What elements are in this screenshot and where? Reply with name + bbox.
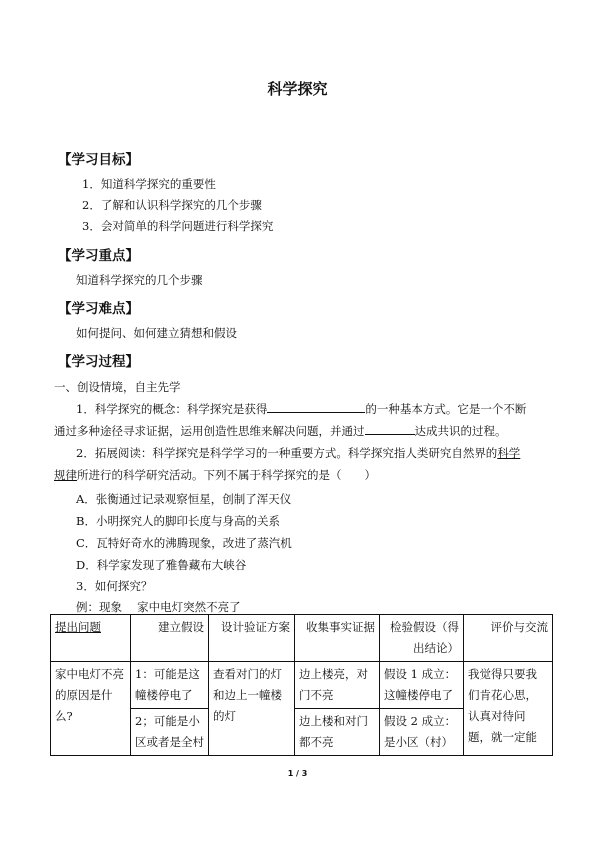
cell-hypotheses xyxy=(131,662,209,756)
difficulty-text: 如何提问、如何建立猜想和假设 xyxy=(76,326,237,340)
goal-item-2: 2．了解和认识科学探究的几个步骤 xyxy=(82,198,262,212)
page-title: 科学探究 xyxy=(267,80,328,98)
cell-question: 家中电灯不亮的原因是什么? xyxy=(51,662,131,756)
example-line: 例：现象 家中电灯突然不亮了 xyxy=(76,600,241,614)
section-heading-process: 【学习过程】 xyxy=(58,354,139,370)
option-b: B．小明探究人的脚印长度与身高的关系 xyxy=(76,514,280,528)
inquiry-steps-table xyxy=(50,614,553,756)
conclusion-1: 假设 1 成立：这幢楼停电了 xyxy=(384,667,457,702)
header-cell-plan: 设计验证方案 xyxy=(209,615,295,662)
goal-item-1: 1．知道科学探究的重要性 xyxy=(82,177,216,191)
header-cell-evaluation: 评价与交流 xyxy=(464,615,553,662)
goal-item-3: 3．会对简单的科学问题进行科学探究 xyxy=(82,219,274,233)
focus-text: 知道科学探究的几个步骤 xyxy=(76,273,203,287)
question-1-text-b: 的一种基本方式。它是一个不断 xyxy=(365,402,527,416)
question-2-line-1 xyxy=(76,446,520,460)
header-cell-hypothesis: 建立假设 xyxy=(131,615,209,662)
question-2-keyword-2: 规律 xyxy=(54,468,77,482)
hypothesis-1: 1：可能是这幢楼停电了 xyxy=(135,667,200,702)
hypothesis-2: 2；可能是小区或者是全村 xyxy=(131,708,208,755)
question-2-keyword: 科学 xyxy=(497,446,521,460)
header-cell-question: 提出问题 xyxy=(51,615,131,662)
evidence-2: 边上楼和对门都不亮 xyxy=(295,708,379,755)
question-2-line-2 xyxy=(54,468,376,482)
question-1-text-c: 通过多种途径寻求证据，运用创造性思维来解决问题，并通过 xyxy=(54,424,365,438)
answer-blank-2[interactable] xyxy=(365,424,415,435)
question-1-text-d: 达成共识的过程。 xyxy=(414,424,507,438)
section-heading-focus: 【学习重点】 xyxy=(58,248,139,264)
table-row xyxy=(51,662,553,756)
question-1-line-2 xyxy=(54,424,507,438)
section-heading-goals: 【学习目标】 xyxy=(58,152,139,168)
cell-conclusion xyxy=(380,662,464,756)
section-heading-difficulty: 【学习难点】 xyxy=(58,301,139,317)
option-d: D．科学家发现了雅鲁藏布大峡谷 xyxy=(76,558,247,572)
question-2-text-b: 所进行的科学研究活动。下列不属于科学探究的是（ ） xyxy=(77,468,376,482)
question-1-line-1 xyxy=(76,402,526,416)
cell-evaluation: 我觉得只要我们肯花心思，认真对待问题，就一定能 xyxy=(464,662,553,756)
cell-evidence xyxy=(295,662,380,756)
answer-blank-1[interactable] xyxy=(267,402,365,413)
option-a: A．张衡通过记录观察恒星，创制了浑天仪 xyxy=(76,492,292,506)
question-3: 3．如何探究？ xyxy=(76,579,153,593)
question-2-text-a: 2．拓展阅读：科学探究是科学学习的一种重要方式。科学探究指人类研究自然界的 xyxy=(76,446,498,460)
cell-plan: 查看对门的灯和边上一幢楼的灯 xyxy=(209,662,295,756)
process-part-heading: 一、创设情境，自主先学 xyxy=(54,380,181,394)
header-cell-evidence: 收集事实证据 xyxy=(295,615,380,662)
question-1-text-a: 1．科学探究的概念：科学探究是获得 xyxy=(76,402,268,416)
page-number: 1 / 3 xyxy=(287,769,308,778)
option-c: C．瓦特好奇水的沸腾现象，改进了蒸汽机 xyxy=(76,536,292,550)
header-cell-conclusion: 检验假设（得出结论） xyxy=(380,615,464,662)
conclusion-2: 假设 2 成立：是小区（村） xyxy=(380,708,463,755)
table-header-row xyxy=(51,615,553,662)
evidence-1: 边上楼亮，对门不亮 xyxy=(299,667,368,702)
